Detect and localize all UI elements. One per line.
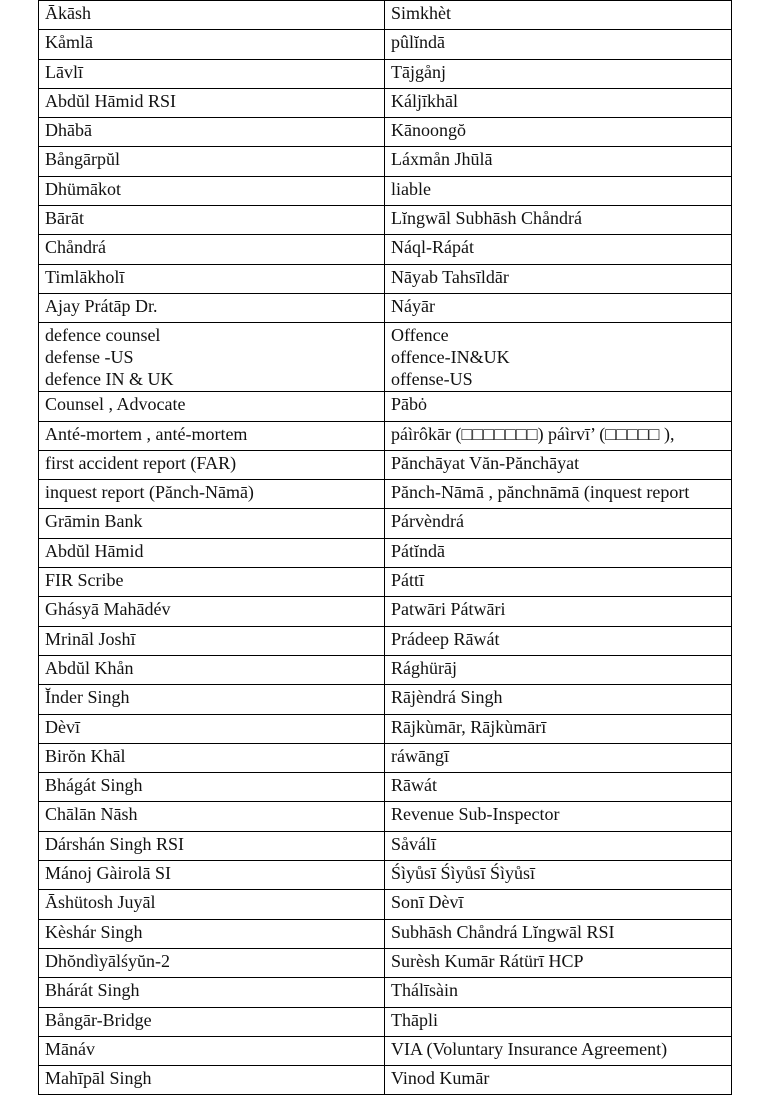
- cell-text: Pănch-Nāmā , pănchnāmā (inquest report: [391, 482, 690, 503]
- cell-text: Dhābā: [45, 120, 92, 141]
- translation-cell: [385, 421, 732, 450]
- translation-cell: [385, 919, 732, 948]
- translation-cell: [385, 568, 732, 597]
- term-cell: [39, 206, 385, 235]
- translation-cell: [385, 176, 732, 205]
- translation-cell: [385, 480, 732, 509]
- translation-cell: [385, 626, 732, 655]
- table-row: [39, 743, 732, 772]
- term-cell: [39, 323, 385, 392]
- table-row: [39, 685, 732, 714]
- cell-text: Grāmin Bank: [45, 511, 143, 532]
- cell-text: Dhümākot: [45, 178, 121, 199]
- cell-text: páìrôkār (□□□□□□□) páìrvī’ (□□□□□ ),: [391, 423, 675, 444]
- cell-text: Counsel , Advocate: [45, 394, 186, 415]
- translation-cell: [385, 1, 732, 30]
- cell-text: Ajay Prátāp Dr.: [45, 295, 158, 316]
- cell-text: defence counsel: [45, 325, 161, 346]
- cell-text: Mānáv: [45, 1038, 95, 1059]
- cell-text: Bārāt: [45, 208, 84, 229]
- cell-text: Pănchāyat Văn-Pănchāyat: [391, 452, 580, 473]
- table-row: [39, 392, 732, 421]
- translation-cell: [385, 743, 732, 772]
- cell-text: Abdŭl Khån: [45, 657, 134, 678]
- translation-cell: [385, 714, 732, 743]
- table-row: [39, 919, 732, 948]
- table-row: [39, 1, 732, 30]
- cell-text: Mrināl Joshī: [45, 628, 136, 649]
- translation-cell: [385, 978, 732, 1007]
- term-cell: [39, 714, 385, 743]
- cell-text: Sonī Dèvī: [391, 892, 464, 913]
- cell-text: Birŏn Khāl: [45, 745, 126, 766]
- cell-text: defence IN & UK: [45, 369, 174, 390]
- cell-text: Simkhèt: [391, 3, 452, 23]
- translation-cell: [385, 30, 732, 59]
- translation-cell: [385, 890, 732, 919]
- translation-cell: [385, 323, 732, 392]
- table-row: [39, 626, 732, 655]
- cell-text: Mánoj Gàirolā SI: [45, 863, 171, 884]
- term-cell: [39, 59, 385, 88]
- cell-text: Chåndrá: [45, 237, 106, 258]
- glossary-page: [38, 0, 731, 1095]
- cell-text: Rághürāj: [391, 657, 457, 678]
- cell-text: Káljīkhāl: [391, 90, 458, 111]
- term-cell: [39, 176, 385, 205]
- table-row: [39, 978, 732, 1007]
- cell-text: ráwāngī: [391, 745, 449, 766]
- cell-text: inquest report (Pănch-Nāmā): [45, 482, 254, 503]
- table-row: [39, 861, 732, 890]
- cell-text: Rāwát: [391, 775, 437, 796]
- cell-text: Páttī: [391, 570, 425, 591]
- cell-text: Surèsh Kumār Rátürī HCP: [391, 950, 584, 971]
- table-row: [39, 59, 732, 88]
- table-row: [39, 597, 732, 626]
- cell-text: Patwāri Pátwāri: [391, 599, 506, 620]
- term-cell: [39, 685, 385, 714]
- table-row: [39, 206, 732, 235]
- translation-cell: [385, 450, 732, 479]
- term-cell: [39, 655, 385, 684]
- translation-cell: [385, 88, 732, 117]
- cell-text: Chālān Nāsh: [45, 804, 138, 825]
- cell-text: Náql-Rápát: [391, 237, 474, 258]
- table-row: [39, 118, 732, 147]
- glossary-table-body: [39, 1, 732, 1095]
- table-row: [39, 948, 732, 977]
- table-row: [39, 655, 732, 684]
- term-cell: [39, 1066, 385, 1095]
- glossary-table: [38, 0, 732, 1095]
- cell-text: Dèvī: [45, 716, 80, 737]
- cell-text: Thāpli: [391, 1009, 438, 1030]
- cell-text: defense -US: [45, 347, 134, 368]
- term-cell: [39, 1036, 385, 1065]
- term-cell: [39, 919, 385, 948]
- term-cell: [39, 568, 385, 597]
- cell-text: Abdŭl Hāmid: [45, 540, 144, 561]
- cell-text: Timlākholī: [45, 266, 125, 287]
- table-row: [39, 1007, 732, 1036]
- cell-text: Pābȯ: [391, 394, 427, 415]
- cell-text: Dhŏndìyālśyŭn-2: [45, 950, 170, 971]
- cell-text: Revenue Sub-Inspector: [391, 804, 560, 825]
- translation-cell: [385, 509, 732, 538]
- term-cell: [39, 421, 385, 450]
- term-cell: [39, 30, 385, 59]
- table-row: [39, 421, 732, 450]
- term-cell: [39, 626, 385, 655]
- table-row: [39, 88, 732, 117]
- translation-cell: [385, 773, 732, 802]
- translation-cell: [385, 831, 732, 860]
- cell-text: Kèshár Singh: [45, 921, 143, 942]
- translation-cell: [385, 802, 732, 831]
- cell-text: Āshütosh Juyāl: [45, 892, 156, 913]
- cell-text: Bångār-Bridge: [45, 1009, 152, 1030]
- term-cell: [39, 118, 385, 147]
- translation-cell: [385, 293, 732, 322]
- term-cell: [39, 480, 385, 509]
- cell-text: Vinod Kumār: [391, 1068, 490, 1089]
- table-row: [39, 480, 732, 509]
- translation-cell: [385, 235, 732, 264]
- translation-cell: [385, 685, 732, 714]
- table-row: [39, 773, 732, 802]
- cell-text: Prádeep Rāwát: [391, 628, 500, 649]
- term-cell: [39, 1, 385, 30]
- cell-text: Mahīpāl Singh: [45, 1068, 152, 1089]
- table-row: [39, 30, 732, 59]
- table-row: [39, 1036, 732, 1065]
- term-cell: [39, 509, 385, 538]
- table-row: [39, 714, 732, 743]
- translation-cell: [385, 1036, 732, 1065]
- translation-cell: [385, 118, 732, 147]
- translation-cell: [385, 538, 732, 567]
- cell-text: Tājgånj: [391, 61, 446, 82]
- table-row: [39, 323, 732, 392]
- cell-text: VIA (Voluntary Insurance Agreement): [391, 1038, 668, 1059]
- cell-text: Kåmlā: [45, 32, 93, 53]
- cell-text: Dárshán Singh RSI: [45, 833, 184, 854]
- table-row: [39, 831, 732, 860]
- term-cell: [39, 743, 385, 772]
- term-cell: [39, 293, 385, 322]
- term-cell: [39, 890, 385, 919]
- cell-text: Rājèndrá Singh: [391, 687, 503, 708]
- cell-text: Pátĭndā: [391, 540, 445, 561]
- term-cell: [39, 88, 385, 117]
- translation-cell: [385, 147, 732, 176]
- cell-text: Såválī: [391, 833, 436, 854]
- translation-cell: [385, 59, 732, 88]
- cell-text: offence-IN&UK: [391, 347, 510, 368]
- translation-cell: [385, 948, 732, 977]
- term-cell: [39, 831, 385, 860]
- cell-text: Abdŭl Hāmid RSI: [45, 90, 177, 111]
- translation-cell: [385, 392, 732, 421]
- translation-cell: [385, 655, 732, 684]
- table-row: [39, 568, 732, 597]
- cell-text: offense-US: [391, 369, 473, 390]
- table-row: [39, 176, 732, 205]
- cell-text: Bhárát Singh: [45, 980, 140, 1001]
- cell-text: Śìyůsī Śìyůsī Śìyůsī: [391, 863, 536, 884]
- term-cell: [39, 538, 385, 567]
- term-cell: [39, 147, 385, 176]
- cell-text: Bhágát Singh: [45, 775, 143, 796]
- translation-cell: [385, 1007, 732, 1036]
- cell-text: Bångārpŭl: [45, 149, 120, 170]
- term-cell: [39, 597, 385, 626]
- translation-cell: [385, 861, 732, 890]
- cell-text: first accident report (FAR): [45, 452, 237, 473]
- cell-text: Lĭngwāl Subhāsh Chåndrá: [391, 208, 582, 229]
- table-row: [39, 264, 732, 293]
- table-row: [39, 450, 732, 479]
- term-cell: [39, 861, 385, 890]
- cell-text: Thálīsàin: [391, 980, 458, 1001]
- cell-text: Láxmån Jhūlā: [391, 149, 493, 170]
- term-cell: [39, 450, 385, 479]
- cell-text: Offence: [391, 325, 449, 346]
- cell-text: Párvèndrá: [391, 511, 464, 532]
- cell-text: Rājkùmār, Rājkùmārī: [391, 716, 547, 737]
- translation-cell: [385, 206, 732, 235]
- table-row: [39, 1066, 732, 1095]
- cell-text: Ghásyā Mahādév: [45, 599, 171, 620]
- term-cell: [39, 264, 385, 293]
- cell-text: liable: [391, 178, 431, 199]
- cell-text: FIR Scribe: [45, 570, 124, 591]
- table-row: [39, 293, 732, 322]
- term-cell: [39, 948, 385, 977]
- cell-text: Nāyab Tahsīldār: [391, 266, 509, 287]
- term-cell: [39, 235, 385, 264]
- translation-cell: [385, 264, 732, 293]
- term-cell: [39, 802, 385, 831]
- cell-text: Lāvlī: [45, 61, 83, 82]
- cell-text: Náyār: [391, 295, 435, 316]
- translation-cell: [385, 597, 732, 626]
- table-row: [39, 509, 732, 538]
- table-row: [39, 538, 732, 567]
- cell-text: Subhāsh Chåndrá Lĭngwāl RSI: [391, 921, 615, 942]
- cell-text: Kānoongŏ: [391, 120, 466, 141]
- term-cell: [39, 978, 385, 1007]
- translation-cell: [385, 1066, 732, 1095]
- term-cell: [39, 392, 385, 421]
- table-row: [39, 147, 732, 176]
- term-cell: [39, 773, 385, 802]
- term-cell: [39, 1007, 385, 1036]
- table-row: [39, 235, 732, 264]
- table-row: [39, 890, 732, 919]
- cell-text: Anté-mortem , anté-mortem: [45, 423, 248, 444]
- cell-text: pûlĭndā: [391, 32, 445, 53]
- cell-text: Ākāsh: [45, 3, 91, 23]
- table-row: [39, 802, 732, 831]
- cell-text: Ĭnder Singh: [45, 687, 130, 708]
